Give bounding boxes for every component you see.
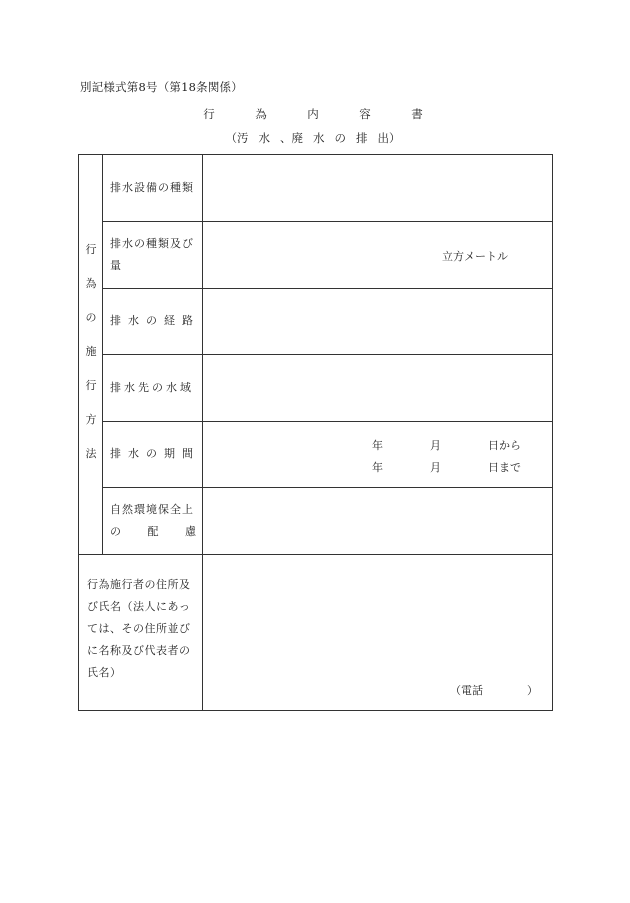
period-from-year: 年 (372, 439, 383, 452)
group-label-char: の (85, 311, 97, 324)
document-title (150, 106, 476, 122)
table-border-bottom (78, 710, 553, 711)
label-kind-volume (110, 233, 194, 277)
phone-label: （電話 (450, 684, 483, 697)
group-label-char: 行 (85, 379, 97, 392)
form-number: 別記様式第8号（第18条関係） (80, 80, 243, 94)
subtitle-part: 排 (356, 131, 368, 145)
title-char: 行 (203, 107, 215, 121)
label-line: 行為施行者の住所及 (87, 578, 191, 591)
title-char: 為 (255, 107, 267, 121)
label-line: び氏名（法人にあっ (87, 600, 191, 613)
label-line: に名称及び代表者の (87, 644, 191, 657)
period-to-day: 日まで (488, 461, 521, 474)
subtitle-part: 、廃 (280, 131, 303, 145)
group-label-char: 施 (85, 345, 97, 358)
group-label-char: 法 (85, 447, 97, 460)
route-field[interactable] (204, 289, 551, 353)
label-route: 排水の経路 (110, 314, 200, 327)
document-subtitle (150, 130, 476, 146)
row-divider (102, 354, 553, 355)
label-line: 氏名） (87, 666, 122, 679)
label-column-divider (202, 154, 203, 711)
label-line: 自然環境保全上 (110, 503, 194, 516)
subtitle-part: 出） (377, 131, 401, 145)
title-char: 容 (359, 107, 371, 121)
period-to-month: 月 (430, 461, 441, 474)
subtitle-part: 水 (258, 131, 270, 145)
facility-type-field[interactable] (204, 156, 551, 220)
title-char: 書 (411, 107, 423, 121)
period-to-year: 年 (372, 461, 383, 474)
label-char: 慮 (185, 525, 196, 538)
group-label-method (83, 233, 99, 471)
label-line: ては、その住所並び (87, 622, 191, 635)
label-line: 量 (110, 259, 122, 272)
label-period: 排水の期間 (110, 447, 200, 460)
label-char: 配 (147, 525, 159, 538)
row-divider (102, 487, 553, 488)
subtitle-part: （汚 (225, 131, 249, 145)
table-border-right (552, 154, 553, 711)
volume-unit: 立方メートル (442, 250, 508, 263)
table-border-left (78, 154, 79, 711)
row-divider (102, 221, 553, 222)
label-line (110, 521, 196, 543)
label-char: の (110, 525, 121, 538)
period-from-month: 月 (430, 439, 441, 452)
label-destination: 排水先の水域 (110, 381, 194, 394)
label-applicant (87, 574, 191, 684)
label-line: 排水の種類及び (110, 237, 194, 250)
group-label-char: 為 (85, 277, 97, 290)
label-conservation (110, 499, 196, 543)
subtitle-part: 水 (313, 131, 325, 145)
group-label-char: 方 (85, 413, 97, 426)
group-label-char: 行 (85, 243, 97, 256)
phone-close-paren: ） (527, 684, 538, 697)
label-facility-type: 排水設備の種類 (110, 181, 194, 194)
destination-field[interactable] (204, 356, 551, 420)
period-from-day: 日から (488, 439, 521, 452)
row-divider (102, 421, 553, 422)
subtitle-part: の (334, 131, 346, 145)
row-divider (78, 554, 553, 555)
table-border-top (78, 154, 553, 155)
title-char: 内 (307, 107, 319, 121)
